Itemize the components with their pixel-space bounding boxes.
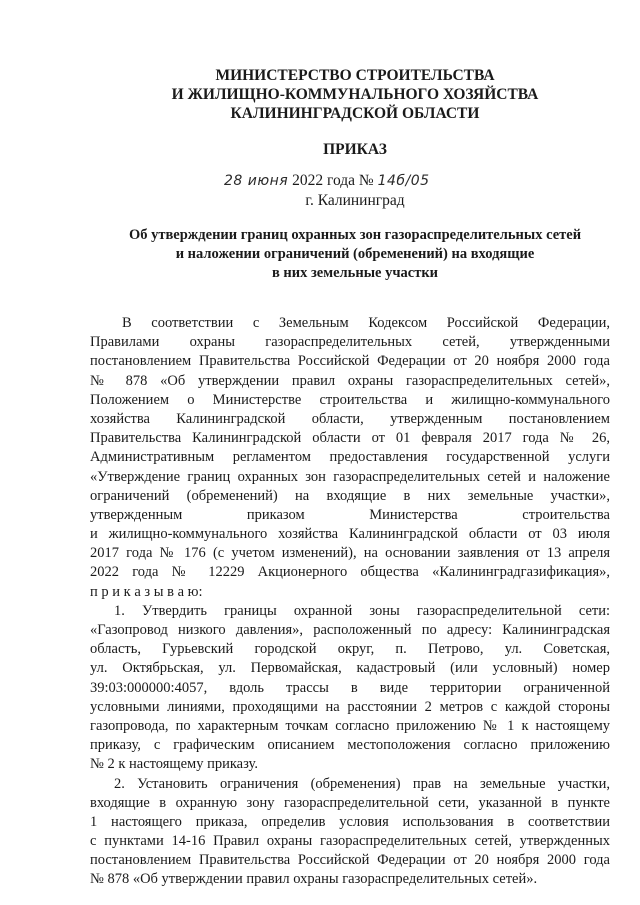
body-line: ул. Октябрьская, ул. Первомайская, кадастровый (или условный) номер: [90, 660, 610, 677]
body-line: № 878 «Об утверждении правил охраны газораспределительных сетей».: [90, 871, 538, 888]
body-line: Правилами охраны газораспределительных сетей, утвержденными: [90, 334, 610, 351]
body-line: с пунктами 14-16 Правил охраны газораспределительных сетей, утвержденных: [90, 833, 610, 850]
body-line: № 2 к настоящему приказу.: [90, 756, 258, 773]
body-line: постановлением Правительства Российской Федерации от 20 ноября 2000 года: [90, 353, 610, 370]
ministry-header: [60, 66, 640, 123]
body-line: Правительства Калининградской области от 01 февраля 2017 года № 26,: [90, 430, 610, 447]
body-line: В соответствии с Земельным Кодексом Российской Федерации,: [122, 315, 610, 331]
body-line: область, Гурьевский городской округ, п. Петрово, ул. Советская,: [90, 641, 610, 658]
body-line: «Утверждение границ охранных зон газораспределительных сетей и наложение: [90, 468, 610, 485]
body-line: 2. Установить ограничения (обременения) прав на земельные участки,: [114, 775, 610, 792]
subject-line-2: и наложении ограничений (обременений) на входящие: [175, 246, 535, 262]
body-line: № 878 «Об утверждении правил охраны газораспределительных сетей»,: [90, 372, 610, 389]
order-subject: [60, 226, 640, 283]
body-line: Административным регламентом предоставления государственной услуги: [90, 449, 610, 466]
body-line: входящие в охранную зону газораспределительной сети, указанной в пункте: [90, 794, 610, 811]
body-line: 1 настоящего приказа, определив условия использования в соответствии: [90, 813, 610, 830]
body-line: хозяйства Калининградской области, утвержденным постановлением: [90, 410, 610, 427]
handwritten-order-number: 14б/05: [377, 173, 430, 189]
ministry-header-line-2: И ЖИЛИЩНО-КОММУНАЛЬНОГО ХОЗЯЙСТВА: [171, 86, 539, 103]
order-year: 2022 года №: [292, 172, 374, 189]
order-body: [90, 314, 610, 890]
body-line: приказу, с графическим описанием местоположения согласно приложению: [90, 737, 610, 754]
body-line: 39:03:000000:4057, вдоль трассы в виде территории ограниченной: [90, 679, 610, 696]
body-line: газопровода, по характерным точкам согласно приложению № 1 к настоящему: [90, 717, 610, 734]
body-line: и жилищно-коммунального хозяйства Калининградской области от 03 июля: [90, 526, 610, 543]
handwritten-date: 28 июня: [224, 173, 289, 189]
body-line: условными линиями, проходящими на расстоянии 2 метров с каждой стороны: [90, 698, 610, 715]
ministry-header-line-1: МИНИСТЕРСТВО СТРОИТЕЛЬСТВА: [215, 67, 495, 84]
ministry-header-line-3: КАЛИНИНГРАДСКОЙ ОБЛАСТИ: [230, 105, 480, 122]
body-line: 2022 года № 12229 Акционерного общества «Калининградгазификация»,: [90, 564, 610, 581]
body-line: 2017 года № 176 (с учетом изменений), на основании заявления от 13 апреля: [90, 545, 610, 562]
body-line: 1. Утвердить границы охранной зоны газораспределительной сети:: [114, 602, 610, 619]
body-line: «Газопровод низкого давления», расположенный по адресу: Калининградская: [90, 622, 610, 638]
body-line: п р и к а з ы в а ю:: [90, 583, 203, 600]
order-date-line: [224, 172, 430, 190]
subject-line-3: в них земельные участки: [271, 265, 439, 281]
subject-line-1: Об утверждении границ охранных зон газораспределительных сетей: [128, 227, 582, 243]
body-line: ограничений (обременений) на входящие в них земельные участки»,: [90, 487, 610, 504]
body-line: утвержденным приказом Министерства строительства: [90, 506, 610, 523]
body-line: постановлением Правительства Российской Федерации от 20 ноября 2000 года: [90, 852, 610, 869]
order-title: ПРИКАЗ: [323, 141, 387, 158]
body-line: Положением о Министерстве строительства и жилищно-коммунального: [90, 391, 610, 408]
order-city: г. Калининград: [305, 192, 405, 209]
